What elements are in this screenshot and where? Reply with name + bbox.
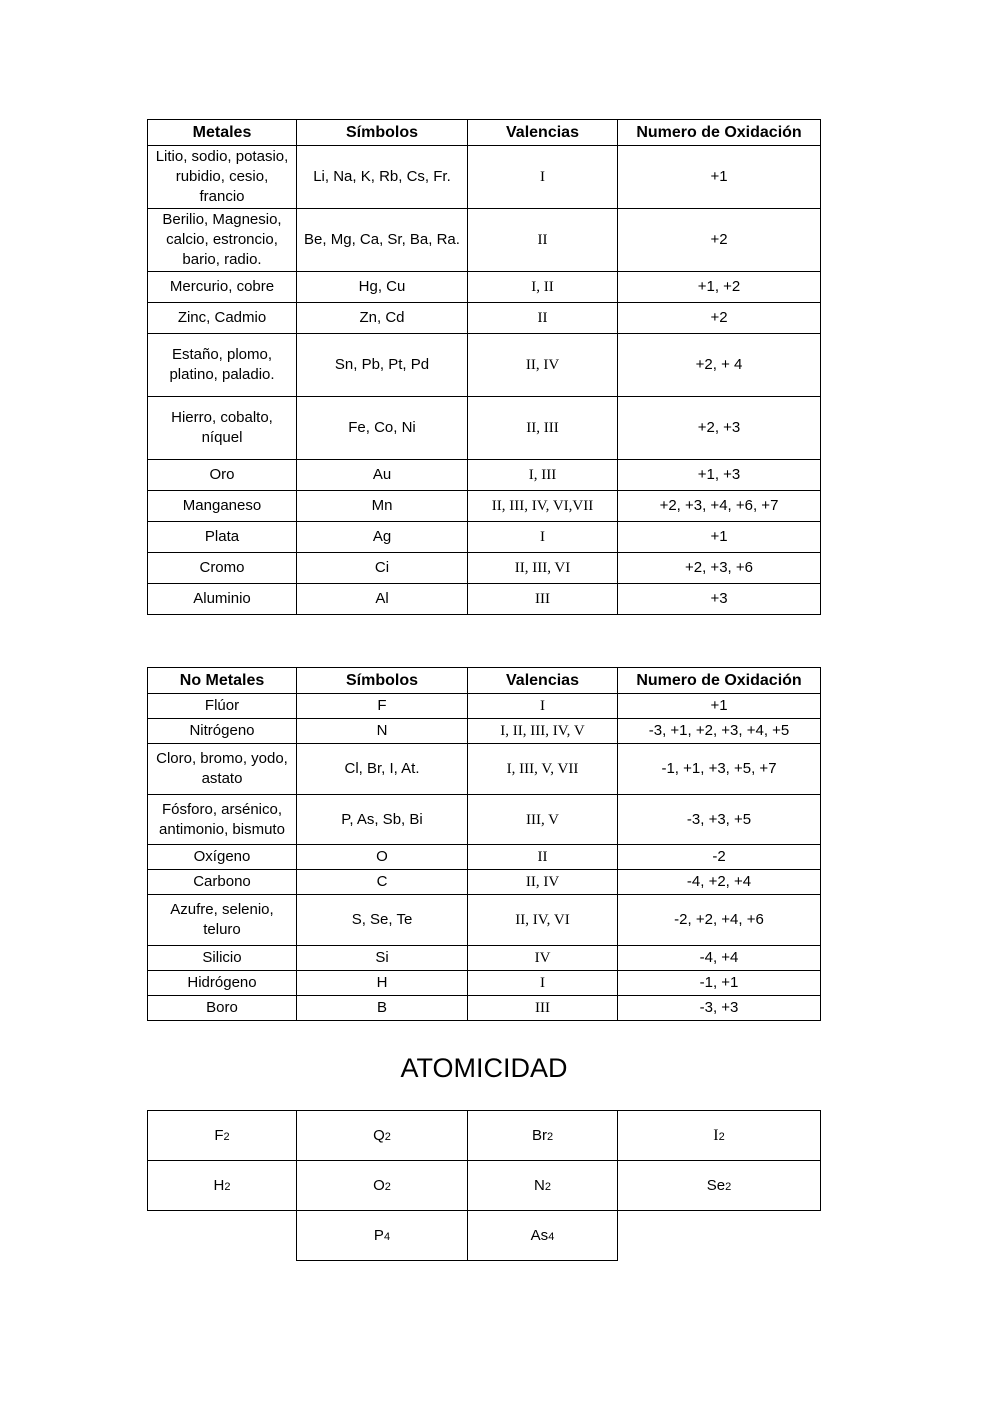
molecule-subscript: 2 (544, 1181, 551, 1193)
table-row (148, 522, 821, 553)
nonmetal-oxidation: +1 (618, 694, 821, 719)
metal-oxidation: +2 (618, 303, 821, 334)
nonmetal-oxidation: -4, +4 (618, 946, 821, 971)
metal-oxidation: +2, +3 (618, 397, 821, 460)
molecule-subscript: 2 (224, 1181, 231, 1193)
metal-valences: II (468, 209, 618, 272)
nonmetals-table (147, 667, 821, 1021)
atomicity-title: ATOMICIDAD (400, 1053, 568, 1083)
molecule-cell (297, 1111, 468, 1161)
table-row (148, 744, 821, 795)
table-header-row (148, 668, 821, 694)
metals-table (147, 119, 821, 615)
molecule-cell (468, 1111, 618, 1161)
metal-symbols: Al (297, 584, 468, 615)
metal-symbols: Zn, Cd (297, 303, 468, 334)
table-row (148, 1161, 821, 1211)
molecule-cell (297, 1161, 468, 1211)
nonmetal-name: Flúor (148, 694, 297, 719)
table-row (148, 996, 821, 1021)
table-row (148, 971, 821, 996)
molecule-base: O (373, 1177, 385, 1194)
metal-symbols: Be, Mg, Ca, Sr, Ba, Ra. (297, 209, 468, 272)
nonmetal-valences: I, III, V, VII (468, 744, 618, 795)
table-row (148, 397, 821, 460)
nonmetal-valences: I, II, III, IV, V (468, 719, 618, 744)
metal-valences: I (468, 146, 618, 209)
table-row (148, 272, 821, 303)
molecule-cell (468, 1211, 618, 1261)
metal-name: Cromo (148, 553, 297, 584)
metal-oxidation: +2, + 4 (618, 334, 821, 397)
nonmetal-symbols: P, As, Sb, Bi (297, 795, 468, 845)
nonmetal-symbols: F (297, 694, 468, 719)
metal-symbols: Ag (297, 522, 468, 553)
nonmetal-symbols: Si (297, 946, 468, 971)
table-row (148, 584, 821, 615)
nonmetal-name: Hidrógeno (148, 971, 297, 996)
metal-valences: II (468, 303, 618, 334)
nonmetal-valences: II, IV, VI (468, 895, 618, 946)
metal-oxidation: +1, +2 (618, 272, 821, 303)
header-simbolos: Símbolos (297, 120, 468, 146)
molecule-base: Q (373, 1127, 385, 1144)
molecule-subscript: 4 (548, 1231, 555, 1243)
nonmetal-name: Cloro, bromo, yodo, astato (148, 744, 297, 795)
table-row (148, 146, 821, 209)
nonmetal-oxidation: -2, +2, +4, +6 (618, 895, 821, 946)
metal-name: Zinc, Cadmio (148, 303, 297, 334)
molecule-base: Se (706, 1177, 726, 1194)
nonmetal-symbols: C (297, 870, 468, 895)
metal-valences: II, IV (468, 334, 618, 397)
metal-name: Hierro, cobalto, níquel (148, 397, 297, 460)
metal-valences: II, III, IV, VI,VII (468, 491, 618, 522)
molecule-base: I (713, 1126, 719, 1144)
metal-symbols: Sn, Pb, Pt, Pd (297, 334, 468, 397)
metal-valences: II, III, VI (468, 553, 618, 584)
molecule-base: H (213, 1177, 225, 1194)
nonmetal-valences: II (468, 845, 618, 870)
table-row (148, 460, 821, 491)
table-header-row (148, 120, 821, 146)
molecule-subscript: 2 (546, 1131, 554, 1143)
table-row (148, 491, 821, 522)
metal-name: Estaño, plomo, platino, paladio. (148, 334, 297, 397)
nonmetal-oxidation: -1, +1, +3, +5, +7 (618, 744, 821, 795)
header-valencias: Valencias (468, 668, 618, 694)
metal-symbols: Fe, Co, Ni (297, 397, 468, 460)
nonmetal-oxidation: -2 (618, 845, 821, 870)
nonmetal-oxidation: -1, +1 (618, 971, 821, 996)
table-row (148, 1211, 821, 1261)
table-row (148, 795, 821, 845)
metal-valences: I, III (468, 460, 618, 491)
table-row (148, 719, 821, 744)
molecule-cell (148, 1111, 297, 1161)
nonmetal-valences: III (468, 996, 618, 1021)
metal-valences: I (468, 522, 618, 553)
table-row (148, 1111, 821, 1161)
metal-oxidation: +2, +3, +4, +6, +7 (618, 491, 821, 522)
nonmetal-valences: III, V (468, 795, 618, 845)
nonmetal-name: Oxígeno (148, 845, 297, 870)
metal-oxidation: +3 (618, 584, 821, 615)
metal-valences: II, III (468, 397, 618, 460)
metal-oxidation: +2, +3, +6 (618, 553, 821, 584)
table-row (148, 870, 821, 895)
nonmetal-symbols: Cl, Br, I, At. (297, 744, 468, 795)
nonmetal-valences: I (468, 971, 618, 996)
nonmetal-valences: IV (468, 946, 618, 971)
metal-valences: I, II (468, 272, 618, 303)
molecule-base: N (534, 1177, 545, 1194)
molecule-subscript: 2 (384, 1131, 391, 1143)
nonmetal-valences: II, IV (468, 870, 618, 895)
metal-name: Litio, sodio, potasio, rubidio, cesio, francio (148, 146, 297, 209)
nonmetal-name: Carbono (148, 870, 297, 895)
empty-cell (148, 1211, 297, 1261)
metal-symbols: Mn (297, 491, 468, 522)
nonmetal-symbols: B (297, 996, 468, 1021)
metal-name: Berilio, Magnesio, calcio, estroncio, bario, radio. (148, 209, 297, 272)
metal-oxidation: +1 (618, 522, 821, 553)
nonmetal-symbols: H (297, 971, 468, 996)
atomicity-table (147, 1110, 821, 1261)
metal-oxidation: +1, +3 (618, 460, 821, 491)
nonmetal-oxidation: -3, +3 (618, 996, 821, 1021)
metal-name: Manganeso (148, 491, 297, 522)
nonmetal-oxidation: -3, +1, +2, +3, +4, +5 (618, 719, 821, 744)
molecule-cell (618, 1161, 821, 1211)
nonmetal-valences: I (468, 694, 618, 719)
nonmetal-oxidation: -3, +3, +5 (618, 795, 821, 845)
nonmetal-name: Fósforo, arsénico, antimonio, bismuto (148, 795, 297, 845)
table-row (148, 845, 821, 870)
header-simbolos: Símbolos (297, 668, 468, 694)
molecule-subscript: 4 (383, 1231, 391, 1243)
metal-name: Oro (148, 460, 297, 491)
metal-valences: III (468, 584, 618, 615)
nonmetal-name: Azufre, selenio, teluro (148, 895, 297, 946)
nonmetal-symbols: S, Se, Te (297, 895, 468, 946)
header-metales: Metales (148, 120, 297, 146)
molecule-base: As (530, 1227, 549, 1244)
metal-name: Mercurio, cobre (148, 272, 297, 303)
metal-oxidation: +2 (618, 209, 821, 272)
table-row (148, 209, 821, 272)
metal-oxidation: +1 (618, 146, 821, 209)
molecule-base: F (214, 1127, 224, 1144)
molecule-base: P (373, 1227, 384, 1244)
metal-symbols: Au (297, 460, 468, 491)
header-no-metales: No Metales (148, 668, 297, 694)
molecule-base: Br (531, 1127, 547, 1144)
table-row (148, 946, 821, 971)
metal-symbols: Li, Na, K, Rb, Cs, Fr. (297, 146, 468, 209)
molecule-subscript: 2 (223, 1131, 230, 1143)
metal-symbols: Ci (297, 553, 468, 584)
molecule-cell (148, 1161, 297, 1211)
header-oxidacion: Numero de Oxidación (618, 668, 821, 694)
metal-name: Aluminio (148, 584, 297, 615)
nonmetal-symbols: O (297, 845, 468, 870)
header-oxidacion: Numero de Oxidación (618, 120, 821, 146)
table-row (148, 303, 821, 334)
table-row (148, 553, 821, 584)
table-row (148, 334, 821, 397)
molecule-subscript: 2 (725, 1181, 732, 1193)
table-row (148, 694, 821, 719)
molecule-cell (297, 1211, 468, 1261)
molecule-subscript: 2 (384, 1181, 391, 1193)
nonmetal-oxidation: -4, +2, +4 (618, 870, 821, 895)
molecule-cell (468, 1161, 618, 1211)
metal-name: Plata (148, 522, 297, 553)
nonmetal-name: Silicio (148, 946, 297, 971)
nonmetal-name: Nitrógeno (148, 719, 297, 744)
molecule-subscript: 2 (718, 1130, 725, 1143)
empty-cell (618, 1211, 821, 1261)
table-row (148, 895, 821, 946)
nonmetal-symbols: N (297, 719, 468, 744)
metal-symbols: Hg, Cu (297, 272, 468, 303)
header-valencias: Valencias (468, 120, 618, 146)
nonmetal-name: Boro (148, 996, 297, 1021)
molecule-cell (618, 1111, 821, 1161)
